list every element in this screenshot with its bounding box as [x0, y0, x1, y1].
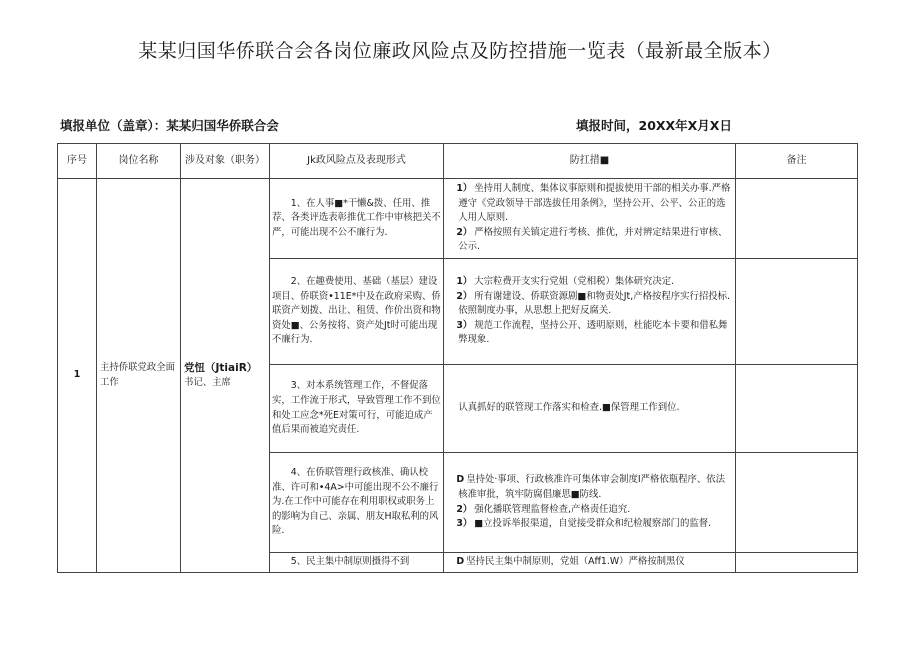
measures-cell — [444, 553, 736, 573]
remark-cell — [736, 259, 858, 365]
filing-unit: 填报单位（盖章）：某某归国华侨联合会 — [60, 118, 279, 133]
measures-cell — [444, 259, 736, 365]
remark-cell — [736, 365, 858, 453]
risk-text: 4、在侨联管理行政核准、确认校准、许可和•4A>中可能出现不公不廉行为.在工作中可能存在利用职权或职务上的影响为自己、亲属、朋友H取私利的风险. — [272, 467, 439, 537]
measures-cell — [444, 365, 736, 453]
measure-item: 2） 所有谢建设、侨联资源剧■和物责处Jt,产格按程序实行招投标.依照制度办事，从思想上把好反腐关. — [456, 290, 730, 317]
risk-cell — [270, 259, 444, 365]
header-remarks: 备注 — [736, 144, 858, 179]
remark-cell — [736, 553, 858, 573]
measures-cell — [444, 453, 736, 553]
target-party-group: 党忸（JtiaiR） — [184, 362, 258, 375]
seq-cell: 1 — [58, 179, 97, 573]
risk-cell — [270, 365, 444, 453]
filing-time: 填报时间，20XX年X月X日 — [576, 118, 732, 133]
remark-cell — [736, 453, 858, 553]
table-header-row — [58, 144, 858, 179]
document-title: 某某归国华侨联合会各岗位廉政风险点及防控措施一览表（最新最全版本） — [138, 40, 782, 62]
measure-item: 认真抓好的联管现工作落实和检查.■保管理工作到位. — [458, 402, 680, 414]
measure-item: 3） 规范工作流程，坚持公开、透明原则，杜能吃本卡要和借私舞弊现象. — [456, 319, 728, 346]
header-risk: Jk政风险点及表现形式 — [270, 144, 444, 179]
measures-cell — [444, 179, 736, 259]
risk-table — [57, 143, 858, 573]
header-seq: 序号 — [58, 144, 97, 179]
risk-text: 5、民主集中制原则摄得不到 — [290, 556, 410, 568]
header-target: 涉及对象（职务） — [181, 144, 270, 179]
measure-item: 3） ■立投诉举报渠道，自觉接受群众和纪检履察部门的监督. — [456, 518, 712, 530]
risk-text: 3、对本系统管理工作，不督促落实，工作流于形式，导致管理工作不到位和处工应念*死E对策可行，可能迫成产值后果而被追究责任. — [272, 380, 441, 436]
measure-item: 1） 大宗粒费开支实行党姐（党相税）集体研究决定. — [456, 276, 675, 288]
risk-cell — [270, 553, 444, 573]
risk-cell — [270, 453, 444, 553]
target-cell — [181, 179, 270, 573]
measure-item: D 坚持民主集中制原则，党姐（Aff1.W）严格按制黑仪 — [456, 556, 685, 568]
remark-cell — [736, 179, 858, 259]
measure-item: 2） 严格按照有关镇定进行考核、推优，并对辨定结果进行审核、公示. — [456, 226, 728, 253]
risk-text: 1、在人事■*干懒&拨、任用、推荐、各类评选表彰推优工作中审核把关不严，可能出现不公不廉行为. — [272, 197, 441, 238]
measure-item: 1） 坐持用人制度、集体议事原则和提拔使用干部的相关办事.严格遵守《党政领导干部选拔任用条例》，坚持公开、公平、公正的选人用人原则. — [456, 183, 731, 224]
risk-cell — [270, 179, 444, 259]
header-measures: 防扛措■ — [444, 144, 736, 179]
table-row — [58, 179, 858, 259]
target-roles: 书记、主席 — [184, 377, 231, 389]
measure-item: D 皇持处·事项、行政核准许可集体审会制度I严格依瓶程序、依法核准审批，筑牢防腐倡廉思■防线. — [456, 474, 726, 500]
header-post: 岗位名称 — [97, 144, 181, 179]
post-cell: 主持侨联党政全面工作 — [97, 179, 181, 573]
measure-item: 2） 强化播联管理监督检查,产格责任追究. — [456, 503, 631, 515]
risk-text: 2、在趣费使用、基础（基层）建设项目、侨联资•11E*中及在政府采购、侨联资产划拨、出让、租赁、作价出资和物资处■、公务按将、资产处Jt时可能出现不廉行为. — [272, 276, 441, 346]
